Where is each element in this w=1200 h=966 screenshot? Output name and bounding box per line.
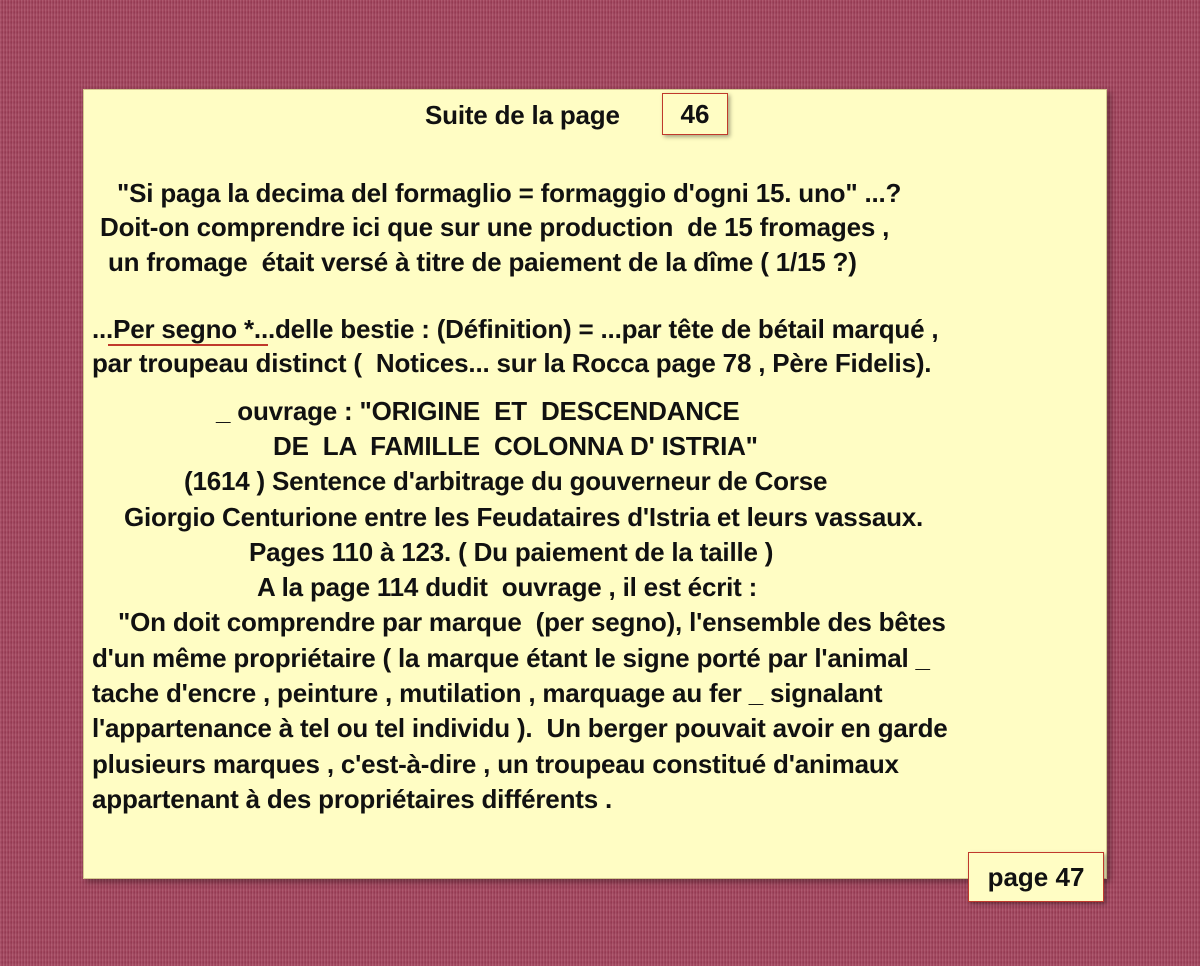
text-line-14: tache d'encre , peinture , mutilation , marquage au fer _ signalant — [92, 678, 883, 708]
text-line-3: un fromage était versé à titre de paiement de la dîme ( 1/15 ?) — [108, 247, 857, 277]
text-line-8: (1614 ) Sentence d'arbitrage du gouverneur de Corse — [184, 466, 828, 496]
text-line-16: plusieurs marques , c'est-à-dire , un troupeau constitué d'animaux — [92, 749, 899, 779]
text-line-6: _ ouvrage : "ORIGINE ET DESCENDANCE — [216, 396, 740, 426]
text-line-4: ...Per segno *...delle bestie : (Définition) = ...par tête de bétail marqué , — [92, 314, 939, 344]
next-page-badge[interactable]: page 47 — [968, 852, 1104, 902]
text-line-11: A la page 114 dudit ouvrage , il est écrit : — [257, 572, 758, 602]
text-line-13: d'un même propriétaire ( la marque étant le signe porté par l'animal _ — [92, 643, 930, 673]
text-line-12: "On doit comprendre par marque (per segno), l'ensemble des bêtes — [118, 607, 946, 637]
text-line-17: appartenant à des propriétaires différents . — [92, 784, 613, 814]
text-line-9: Giorgio Centurione entre les Feudataires d'Istria et leurs vassaux. — [124, 502, 924, 532]
text-line-2: Doit-on comprendre ici que sur une production de 15 fromages , — [100, 212, 890, 242]
text-line-7: DE LA FAMILLE COLONNA D' ISTRIA" — [273, 431, 758, 461]
text-line-15: l'appartenance à tel ou tel individu ). Un berger pouvait avoir en garde — [92, 713, 948, 743]
document-page — [83, 89, 1107, 892]
prev-page-badge[interactable]: 46 — [662, 93, 728, 135]
text-line-5: par troupeau distinct ( Notices... sur la Rocca page 78 , Père Fidelis). — [92, 348, 932, 378]
text-line-10: Pages 110 à 123. ( Du paiement de la taille ) — [249, 537, 774, 567]
header-label: Suite de la page — [425, 100, 620, 130]
text-line-1: "Si paga la decima del formaglio = formaggio d'ogni 15. uno" ...? — [117, 178, 902, 208]
